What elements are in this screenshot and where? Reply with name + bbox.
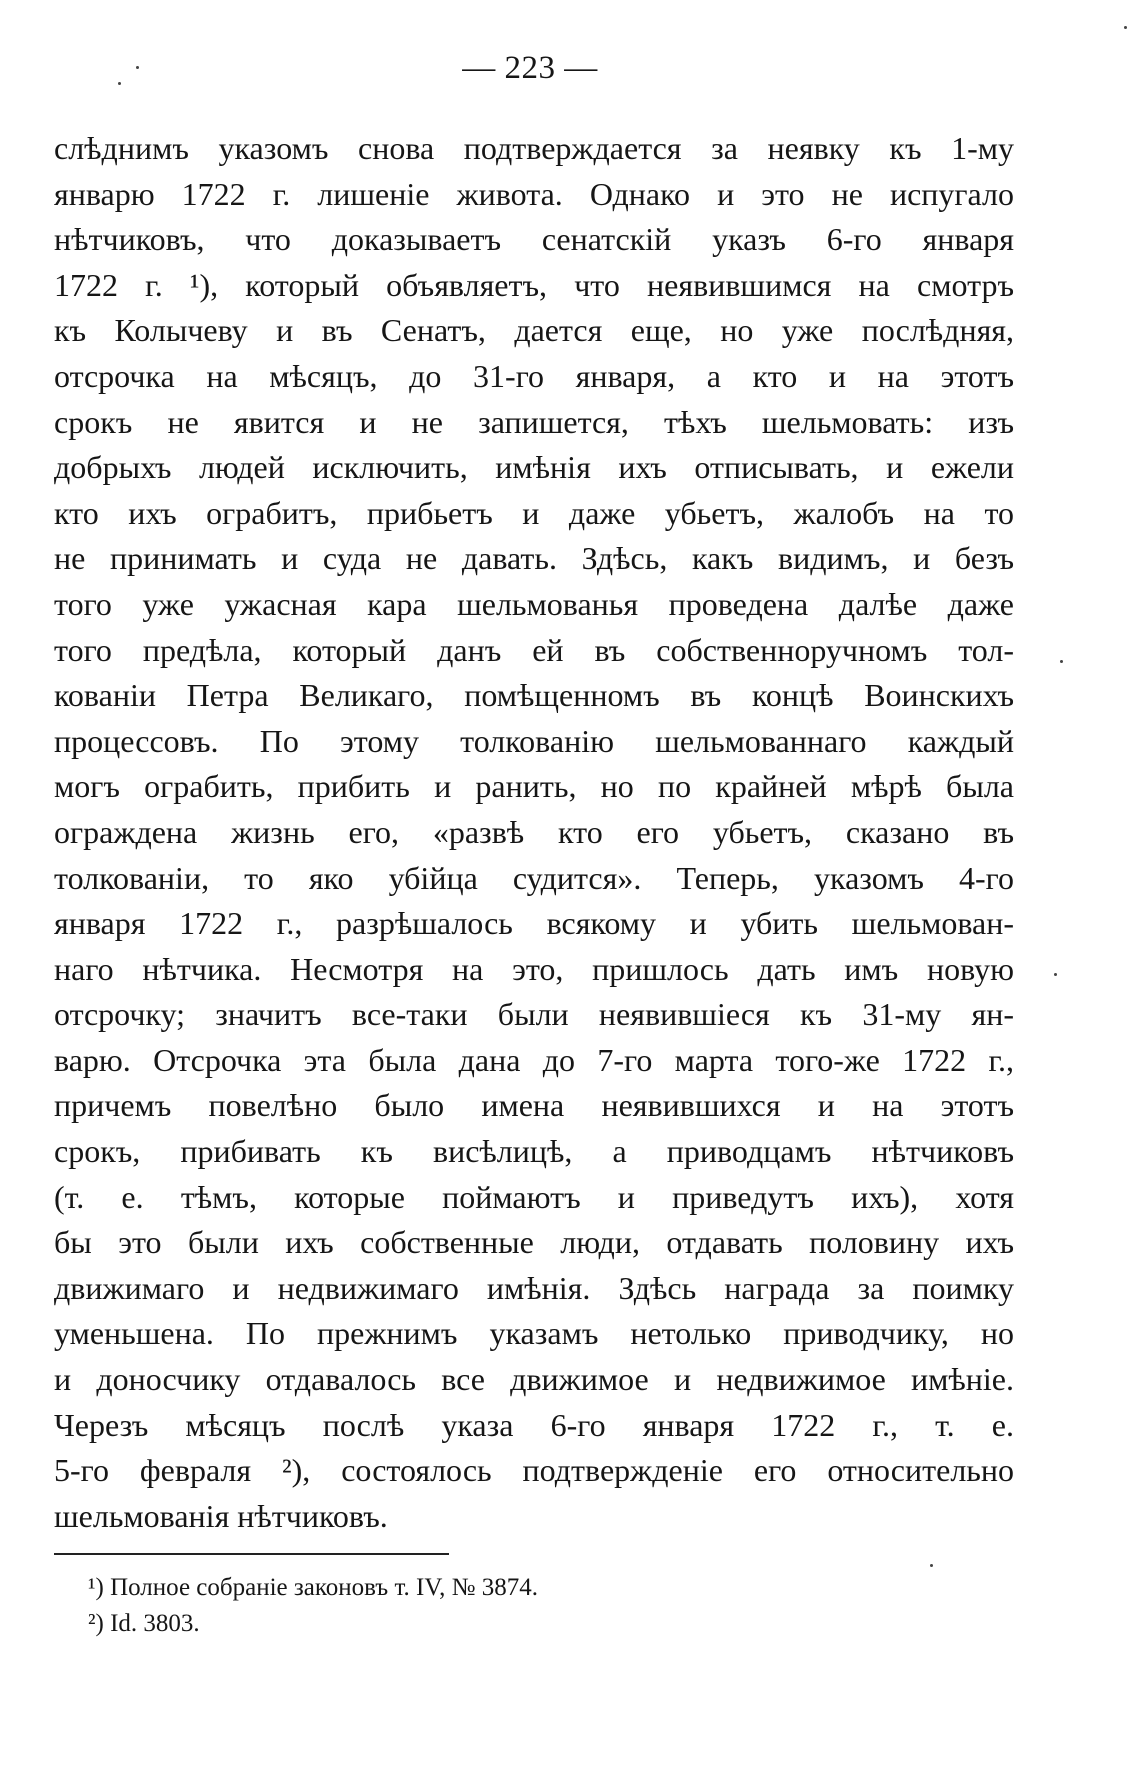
text-line: къ Колычеву и въ Сенатъ, дается еще, но уже послѣдняя, bbox=[54, 312, 1014, 349]
body-text bbox=[54, 126, 1014, 1539]
text-line: бы это были ихъ собственные люди, отдавать половину ихъ bbox=[54, 1224, 1014, 1261]
text-line: причемъ повелѣно было имена неявившихся и на этотъ bbox=[54, 1087, 1014, 1124]
text-line: января 1722 г., разрѣшалось всякому и убить шельмован- bbox=[54, 905, 1014, 942]
text-line: наго нѣтчика. Несмотря на это, пришлось дать имъ новую bbox=[54, 950, 1014, 987]
text-line: январю 1722 г. лишеніе живота. Однако и это не испугало bbox=[54, 175, 1014, 212]
footnote-divider bbox=[54, 1553, 449, 1555]
text-line: срокъ, прибивать къ висѣлицѣ, а приводцамъ нѣтчиковъ bbox=[54, 1133, 1014, 1170]
text-line: отсрочку; значитъ все-таки были неявившіеся къ 31-му ян- bbox=[54, 996, 1014, 1033]
page-number: — 223 — bbox=[462, 50, 598, 86]
text-line: и доносчику отдавалось все движимое и недвижимое имѣніе. bbox=[54, 1361, 1014, 1398]
scan-speck bbox=[930, 1564, 933, 1567]
text-line: варю. Отсрочка эта была дана до 7-го марта того-же 1722 г., bbox=[54, 1041, 1014, 1078]
text-line: Черезъ мѣсяцъ послѣ указа 6-го января 1722 г., т. е. bbox=[54, 1406, 1014, 1443]
text-line: могъ ограбить, прибить и ранить, но по крайней мѣрѣ была bbox=[54, 768, 1014, 805]
text-line: кованіи Петра Великаго, помѣщенномъ въ концѣ Воинскихъ bbox=[54, 677, 1014, 714]
text-line: слѣднимъ указомъ снова подтверждается за неявку къ 1-му bbox=[54, 130, 1014, 166]
scan-speck bbox=[1060, 660, 1063, 663]
text-line-last: шельмованія нѣтчиковъ. bbox=[54, 1497, 388, 1534]
text-line: ограждена жизнь его, «развѣ кто его убьетъ, сказано въ bbox=[54, 813, 1014, 850]
text-line: нѣтчиковъ, что доказываетъ сенатскій указъ 6-го января bbox=[54, 221, 1014, 258]
text-line: кто ихъ ограбитъ, прибьетъ и даже убьетъ, жалобъ на то bbox=[54, 494, 1014, 531]
text-line: не принимать и суда не давать. Здѣсь, какъ видимъ, и безъ bbox=[54, 540, 1014, 577]
text-line: уменьшена. По прежнимъ указамъ нетолько приводчику, но bbox=[54, 1315, 1014, 1352]
text-line: (т. е. тѣмъ, которые поймаютъ и приведутъ ихъ), хотя bbox=[54, 1178, 1014, 1215]
text-line: 5-го февраля ²), состоялось подтвержденіе его относительно bbox=[54, 1452, 1014, 1489]
footnote-2: ²) Id. 3803. bbox=[88, 1610, 200, 1637]
footnote-1: ¹) Полное собраніе законовъ т. IV, № 3874. bbox=[88, 1574, 539, 1601]
footnotes bbox=[88, 1570, 538, 1642]
text-line: 1722 г. ¹), который объявляетъ, что неявившимся на смотръ bbox=[54, 266, 1014, 303]
scan-speck bbox=[1054, 973, 1057, 976]
text-line: отсрочка на мѣсяцъ, до 31-го января, а кто и на этотъ bbox=[54, 357, 1014, 394]
text-line: добрыхъ людей исключить, имѣнія ихъ отписывать, и ежели bbox=[54, 449, 1014, 486]
text-line: толкованіи, то яко убійца судится». Теперь, указомъ 4-го bbox=[54, 859, 1014, 896]
text-line: срокъ не явится и не запишется, тѣхъ шельмовать: изъ bbox=[54, 403, 1014, 440]
text-line: того предѣла, который данъ ей въ собственноручномъ тол- bbox=[54, 631, 1014, 668]
scan-speck bbox=[118, 82, 121, 85]
scan-speck bbox=[136, 66, 139, 69]
scan-speck bbox=[1124, 26, 1127, 29]
text-line: того уже ужасная кара шельмованья проведена далѣе даже bbox=[54, 585, 1014, 622]
text-line: процессовъ. По этому толкованію шельмованнаго каждый bbox=[54, 722, 1014, 759]
text-line: движимаго и недвижимаго имѣнія. Здѣсь награда за поимку bbox=[54, 1269, 1014, 1306]
